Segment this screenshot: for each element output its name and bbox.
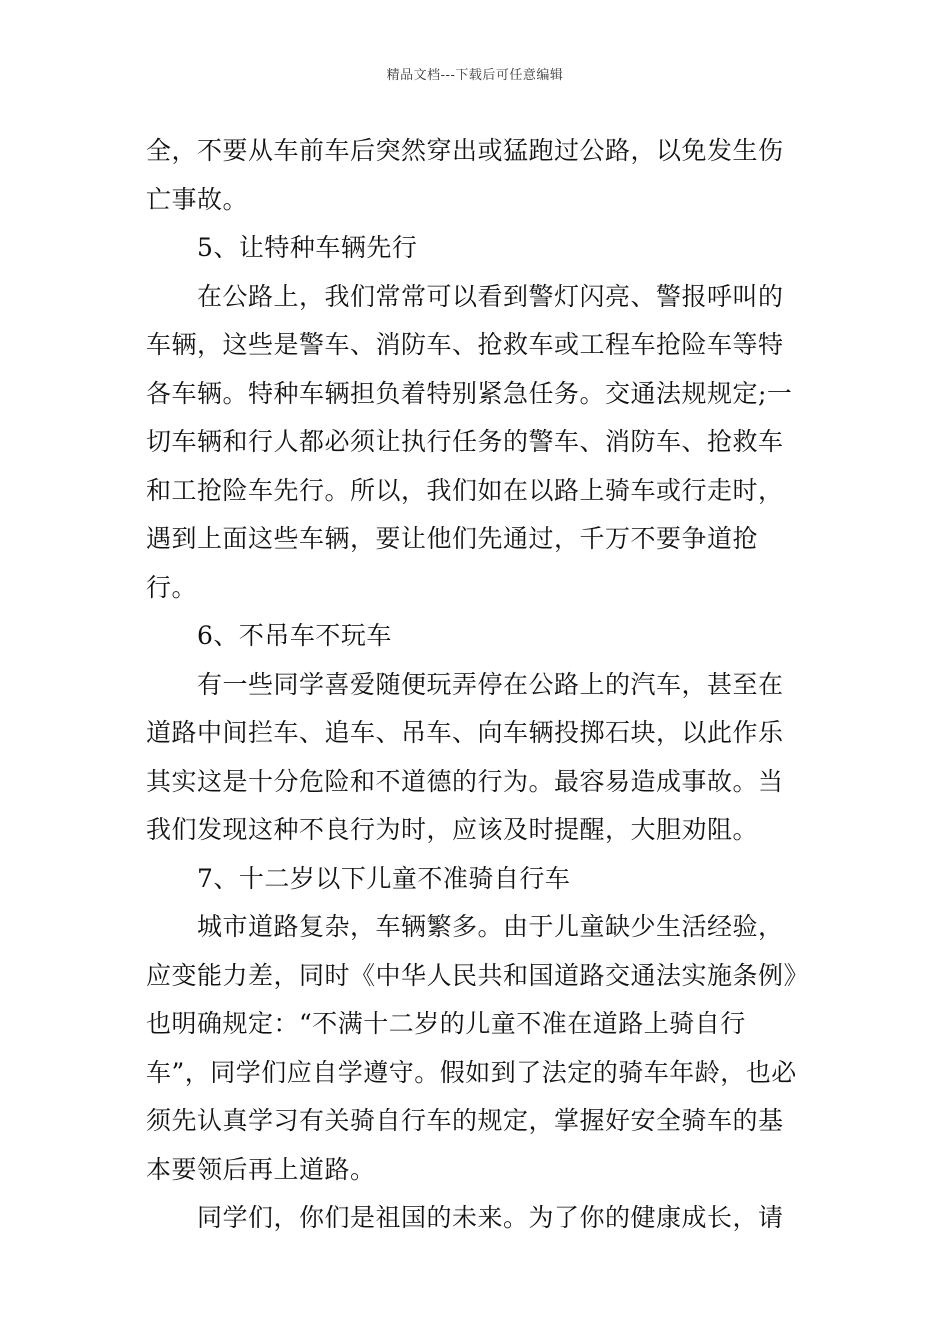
- section-heading-6: 6、不吊车不玩车: [197, 621, 392, 650]
- document-body: [146, 127, 808, 1243]
- paragraph-continuation: 全，不要从车前车后突然穿出或猛跑过公路，以免发生伤亡事故。: [146, 136, 784, 214]
- paragraph-children-bicycles: 城市道路复杂，车辆繁多。由于儿童缺少生活经验，应变能力差，同时《中华人民共和国道路交通法实施条例》也明确规定：“不满十二岁的儿童不准在道路上骑自行车”，同学们应自学遵守。假如到了法定的骑车年龄，也必须先认真学习有关骑自行车的规定，掌握好安全骑车的基本要领后再上道路。: [146, 912, 797, 1184]
- paragraph-no-playing-with-vehicles: 有一些同学喜爱随便玩弄停在公路上的汽车，甚至在道路中间拦车、追车、吊车、向车辆投掷石块，以此作乐其实这是十分危险和不道德的行为。最容易造成事故。当我们发现这种不良行为时，应该及时提醒，大胆劝阻。: [146, 669, 784, 844]
- page-header: 精品文档---下载后可任意编辑: [386, 68, 564, 83]
- section-heading-5: 5、让特种车辆先行: [197, 233, 418, 262]
- section-heading-7: 7、十二岁以下儿童不准骑自行车: [197, 863, 571, 893]
- paragraph-special-vehicles: 在公路上，我们常常可以看到警灯闪亮、警报呼叫的车辆，这些是警车、消防车、抢救车或工程车抢险车等特各车辆。特种车辆担负着特别紧急任务。交通法规规定;一切车辆和行人都必须让执行任务的警车、消防车、抢救车和工抢险车先行。所以，我们如在以路上骑车或行走时，遇到上面这些车辆，要让他们先通过，千万不要争道抢行。: [146, 281, 793, 602]
- paragraph-closing: 同学们，你们是祖国的未来。为了你的健康成长，请: [197, 1203, 784, 1232]
